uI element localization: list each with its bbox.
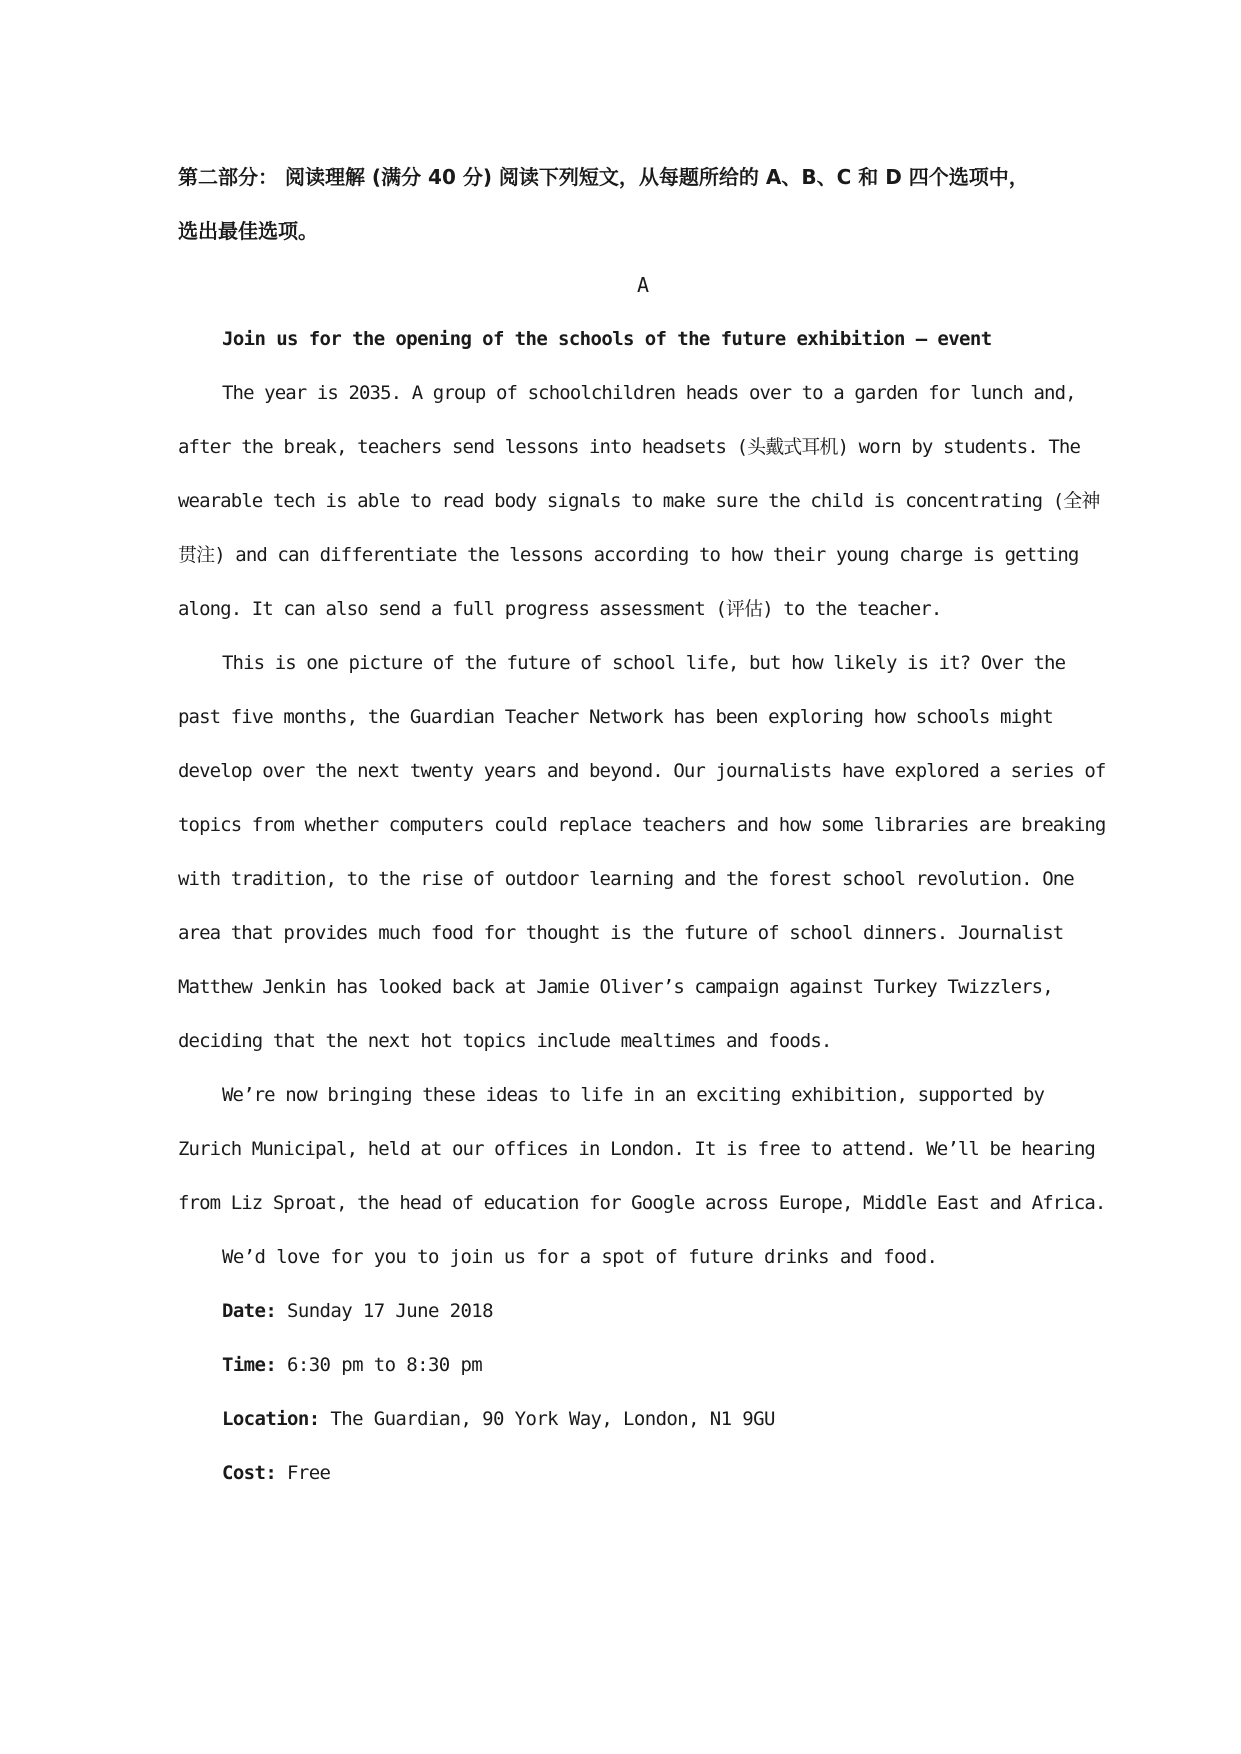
- cost-line: [178, 1446, 1108, 1500]
- paragraph-1: The year is 2035. A group of schoolchildren heads over to a garden for lunch and, after the break, teachers send lessons into headsets (头戴式耳机) worn by students. The wearable tech is able to read body signals to make sure the child is concentrating (全神贯注) and can differentiate the lessons according to how their young charge is getting along. It can also send a full progress assessment (评估) to the teacher.: [178, 382, 1100, 620]
- date-label: Date:: [222, 1300, 277, 1322]
- paragraph-3: We’re now bringing these ideas to life in an exciting exhibition, supported by Zurich Municipal, held at our offices in London. It is free to attend. We’ll be hearing from Liz Sproat, the head of education for Google across Europe, Middle East and Africa.: [178, 1084, 1106, 1214]
- section-heading: 第二部分： 阅读理解 (满分 40 分) 阅读下列短文，从每题所给的 A、B、C 和 D 四个选项中，: [178, 165, 1029, 189]
- date-line: [178, 1284, 1108, 1338]
- passage-letter: A: [636, 273, 650, 297]
- time-line: [178, 1338, 1108, 1392]
- paragraph-2: This is one picture of the future of school life, but how likely is it? Over the past five months, the Guardian Teacher Network has been exploring how schools might develop over the next twenty years and beyond. Our journalists have explored a series of topics from whether computers could replace teachers and how some libraries are breaking with tradition, to the rise of outdoor learning and the forest school revolution. One area that provides much food for thought is the future of school dinners. Journalist Matthew Jenkin has looked back at Jamie Oliver’s campaign against Turkey Twizzlers, deciding that the next hot topics include mealtimes and foods.: [178, 652, 1106, 1052]
- date-value: Sunday 17 June 2018: [276, 1300, 493, 1322]
- document-page: [178, 150, 1108, 1500]
- passage-title: Join us for the opening of the schools of the future exhibition — event: [222, 328, 992, 350]
- location-line: [178, 1392, 1108, 1446]
- cost-label: Cost:: [222, 1462, 277, 1484]
- invite-line: We’d love for you to join us for a spot of future drinks and food.: [222, 1246, 938, 1268]
- time-value: 6:30 pm to 8:30 pm: [276, 1354, 483, 1376]
- location-label: Location:: [222, 1408, 320, 1430]
- section-heading-continued: 选出最佳选项。: [178, 219, 318, 243]
- location-value: The Guardian, 90 York Way, London, N1 9GU: [319, 1408, 775, 1430]
- cost-value: Free: [276, 1462, 331, 1484]
- time-label: Time:: [222, 1354, 277, 1376]
